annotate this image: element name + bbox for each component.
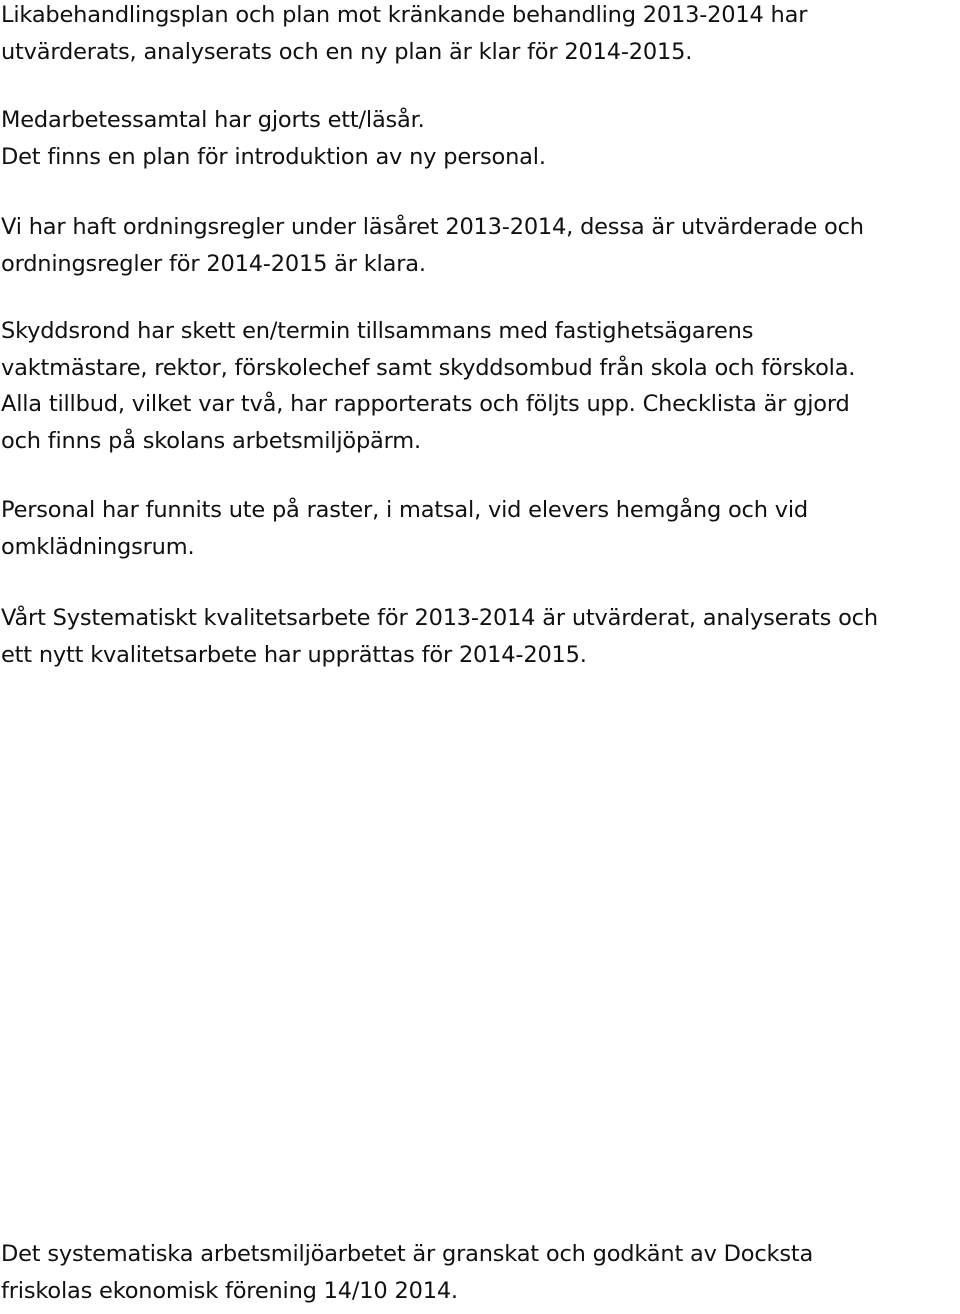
paragraph-skyddsrond [1,313,855,459]
paragraph-line: ett nytt kvalitetsarbete har upprättas för 2014-2015. [1,641,587,668]
paragraph-line: utvärderats, analyserats och en ny plan är klar för 2014-2015. [1,38,693,65]
paragraph-line: Vårt Systematiskt kvalitetsarbete för 2013-2014 är utvärderat, analyserats och [1,605,878,631]
paragraph-kvalitetsarbete [1,600,878,673]
paragraph-likabehandlingsplan [1,0,807,70]
paragraph-line: Skyddsrond har skett en/termin tillsammans med fastighetsägarens [1,318,754,344]
paragraph-line: friskolas ekonomisk förening 14/10 2014. [1,1277,458,1304]
paragraph-personal-raster [1,492,808,565]
paragraph-line: Det systematiska arbetsmiljöarbetet är granskat och godkänt av Docksta [1,1241,814,1267]
paragraph-line: omklädningsrum. [1,533,195,560]
paragraph-ordningsregler [1,209,864,282]
paragraph-line: Personal har funnits ute på raster, i matsal, vid elevers hemgång och vid [1,497,808,523]
paragraph-line: vaktmästare, rektor, förskolechef samt skyddsombud från skola och förskola. [1,354,856,381]
paragraph-line: och finns på skolans arbetsmiljöpärm. [1,427,421,454]
paragraph-line: Det finns en plan för introduktion av ny personal. [1,143,546,170]
paragraph-line: Vi har haft ordningsregler under läsåret 2013-2014, dessa är utvärderade och [1,214,864,240]
paragraph-line: Alla tillbud, vilket var två, har rapporterats och följts upp. Checklista är gjord [1,391,850,417]
paragraph-line: Medarbetessamtal har gjorts ett/läsår. [1,107,425,133]
paragraph-line: ordningsregler för 2014-2015 är klara. [1,250,426,277]
paragraph-line: Likabehandlingsplan och plan mot kränkande behandling 2013-2014 har [1,2,808,28]
paragraph-medarbetarsamtal [1,102,546,175]
paragraph-granskning [1,1236,813,1309]
